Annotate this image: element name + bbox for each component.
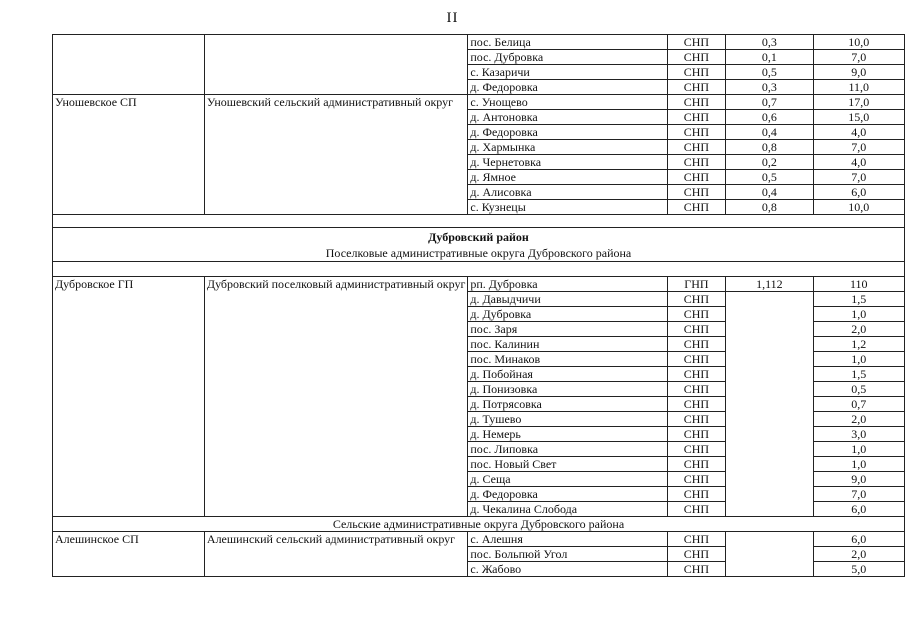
col4-cell [726, 457, 813, 472]
municipality-cell [53, 50, 205, 65]
okrug-cell [204, 140, 467, 155]
okrug-cell: Дубровский поселковый административный округ [204, 277, 467, 292]
locality-cell: с. Кузнецы [468, 200, 667, 215]
locality-cell: д. Немерь [468, 427, 667, 442]
col5-cell: 5,0 [813, 562, 905, 577]
type-cell: СНП [667, 412, 726, 427]
col4-cell: 0,2 [726, 155, 813, 170]
locality-cell: д. Чекалина Слобода [468, 502, 667, 517]
locality-cell: пос. Заря [468, 322, 667, 337]
locality-cell: пос. Липовка [468, 442, 667, 457]
okrug-cell [204, 562, 467, 577]
col4-cell [726, 307, 813, 322]
type-cell: СНП [667, 532, 726, 547]
type-cell: СНП [667, 185, 726, 200]
settlement-okrug-subheading-row [53, 246, 905, 262]
municipality-cell [53, 352, 205, 367]
col5-cell: 1,0 [813, 442, 905, 457]
okrug-cell [204, 125, 467, 140]
col5-cell: 0,5 [813, 382, 905, 397]
table-row [53, 50, 905, 65]
locality-cell: пос. Калинин [468, 337, 667, 352]
col4-cell [726, 487, 813, 502]
table-row [53, 487, 905, 502]
type-cell: СНП [667, 397, 726, 412]
type-cell: СНП [667, 50, 726, 65]
okrug-cell [204, 352, 467, 367]
col5-cell: 9,0 [813, 472, 905, 487]
locality-cell: с. Унощево [468, 95, 667, 110]
okrug-cell [204, 487, 467, 502]
municipality-cell [53, 200, 205, 215]
type-cell: СНП [667, 80, 726, 95]
col4-cell [726, 442, 813, 457]
locality-cell: д. Чернетовка [468, 155, 667, 170]
table-row [53, 125, 905, 140]
municipality-cell: Уношевское СП [53, 95, 205, 110]
type-cell: СНП [667, 442, 726, 457]
type-cell: СНП [667, 95, 726, 110]
locality-cell: д. Давыдчичи [468, 292, 667, 307]
okrug-cell [204, 185, 467, 200]
table-row [53, 185, 905, 200]
municipality-cell [53, 307, 205, 322]
col5-cell: 10,0 [813, 35, 905, 50]
type-cell: СНП [667, 427, 726, 442]
col4-cell: 1,112 [726, 277, 813, 292]
okrug-cell [204, 397, 467, 412]
locality-cell: д. Ямное [468, 170, 667, 185]
district-heading-row [53, 228, 905, 247]
table-row [53, 337, 905, 352]
okrug-cell [204, 502, 467, 517]
col5-cell: 6,0 [813, 185, 905, 200]
locality-cell: с. Жабово [468, 562, 667, 577]
table-row [53, 457, 905, 472]
col4-cell: 0,5 [726, 65, 813, 80]
col4-cell [726, 427, 813, 442]
col5-cell: 6,0 [813, 502, 905, 517]
col5-cell: 7,0 [813, 487, 905, 502]
locality-cell: д. Тушево [468, 412, 667, 427]
municipality-cell [53, 547, 205, 562]
type-cell: СНП [667, 65, 726, 80]
municipality-cell [53, 140, 205, 155]
okrug-cell [204, 382, 467, 397]
col4-cell [726, 412, 813, 427]
type-cell: СНП [667, 35, 726, 50]
okrug-cell [204, 322, 467, 337]
municipality-cell [53, 80, 205, 95]
table-row [53, 110, 905, 125]
col5-cell: 15,0 [813, 110, 905, 125]
table-row [53, 397, 905, 412]
locality-cell: д. Побойная [468, 367, 667, 382]
rural-okrug-subtitle: Сельские административные округа Дубровского района [53, 517, 905, 532]
col5-cell: 1,0 [813, 457, 905, 472]
type-cell: СНП [667, 170, 726, 185]
type-cell: СНП [667, 140, 726, 155]
locality-cell: д. Антоновка [468, 110, 667, 125]
type-cell: СНП [667, 547, 726, 562]
col5-cell: 7,0 [813, 140, 905, 155]
type-cell: СНП [667, 307, 726, 322]
col4-cell [726, 547, 813, 562]
col5-cell: 1,0 [813, 307, 905, 322]
municipality-cell [53, 397, 205, 412]
table-row [53, 532, 905, 547]
table-row [53, 502, 905, 517]
municipality-cell [53, 562, 205, 577]
table-row [53, 562, 905, 577]
municipality-cell [53, 502, 205, 517]
table-row [53, 412, 905, 427]
okrug-cell [204, 65, 467, 80]
col4-cell [726, 502, 813, 517]
okrug-cell [204, 367, 467, 382]
okrug-cell [204, 170, 467, 185]
okrug-cell [204, 292, 467, 307]
okrug-cell [204, 110, 467, 125]
col5-cell: 1,5 [813, 292, 905, 307]
type-cell: СНП [667, 322, 726, 337]
district-title: Дубровский район [53, 228, 905, 247]
col5-cell: 6,0 [813, 532, 905, 547]
col5-cell: 10,0 [813, 200, 905, 215]
col5-cell: 1,0 [813, 352, 905, 367]
locality-cell: д. Дубровка [468, 307, 667, 322]
locality-cell: пос. Белица [468, 35, 667, 50]
blank-row [53, 262, 905, 277]
col4-cell: 0,1 [726, 50, 813, 65]
type-cell: СНП [667, 200, 726, 215]
col5-cell: 17,0 [813, 95, 905, 110]
okrug-cell [204, 337, 467, 352]
okrug-cell [204, 457, 467, 472]
col5-cell: 110 [813, 277, 905, 292]
table-row [53, 442, 905, 457]
col5-cell: 4,0 [813, 155, 905, 170]
col4-cell [726, 322, 813, 337]
municipality-cell [53, 125, 205, 140]
okrug-cell [204, 472, 467, 487]
locality-cell: д. Сеща [468, 472, 667, 487]
col4-cell [726, 292, 813, 307]
municipality-cell [53, 457, 205, 472]
col4-cell: 0,4 [726, 185, 813, 200]
okrug-cell [204, 427, 467, 442]
type-cell: СНП [667, 487, 726, 502]
locality-cell: д. Потрясовка [468, 397, 667, 412]
okrug-cell [204, 412, 467, 427]
okrug-cell [204, 307, 467, 322]
municipality-cell [53, 110, 205, 125]
table-row [53, 170, 905, 185]
table-row [53, 80, 905, 95]
table-row [53, 382, 905, 397]
col5-cell: 0,7 [813, 397, 905, 412]
table-row [53, 352, 905, 367]
col4-cell [726, 337, 813, 352]
type-cell: СНП [667, 562, 726, 577]
table-row [53, 427, 905, 442]
settlements-table-body [53, 35, 905, 577]
col5-cell: 1,5 [813, 367, 905, 382]
type-cell: СНП [667, 125, 726, 140]
municipality-cell: Алешинское СП [53, 532, 205, 547]
table-row [53, 547, 905, 562]
municipality-cell: Дубровское ГП [53, 277, 205, 292]
municipality-cell [53, 487, 205, 502]
col4-cell [726, 367, 813, 382]
okrug-cell [204, 50, 467, 65]
type-cell: СНП [667, 367, 726, 382]
okrug-cell [204, 155, 467, 170]
locality-cell: д. Хармынка [468, 140, 667, 155]
col5-cell: 7,0 [813, 170, 905, 185]
col5-cell: 7,0 [813, 50, 905, 65]
okrug-cell [204, 547, 467, 562]
type-cell: СНП [667, 352, 726, 367]
okrug-cell [204, 442, 467, 457]
municipality-cell [53, 367, 205, 382]
locality-cell: д. Федоровка [468, 487, 667, 502]
table-row [53, 65, 905, 80]
col4-cell: 0,3 [726, 80, 813, 95]
page-number: II [446, 10, 459, 26]
type-cell: СНП [667, 292, 726, 307]
col5-cell: 1,2 [813, 337, 905, 352]
municipality-cell [53, 382, 205, 397]
table-row [53, 200, 905, 215]
type-cell: СНП [667, 155, 726, 170]
municipality-cell [53, 35, 205, 50]
type-cell: СНП [667, 110, 726, 125]
locality-cell: пос. Новый Свет [468, 457, 667, 472]
type-cell: ГНП [667, 277, 726, 292]
col4-cell [726, 532, 813, 547]
table-row [53, 472, 905, 487]
col4-cell: 0,5 [726, 170, 813, 185]
col4-cell [726, 472, 813, 487]
municipality-cell [53, 442, 205, 457]
col4-cell: 0,8 [726, 140, 813, 155]
settlements-table [52, 34, 905, 577]
col5-cell: 9,0 [813, 65, 905, 80]
locality-cell: с. Казаричи [468, 65, 667, 80]
settlement-okrug-subtitle: Поселковые административные округа Дубровского района [53, 246, 905, 262]
okrug-cell [204, 80, 467, 95]
type-cell: СНП [667, 382, 726, 397]
municipality-cell [53, 472, 205, 487]
col4-cell [726, 397, 813, 412]
table-row [53, 277, 905, 292]
municipality-cell [53, 292, 205, 307]
blank-row [53, 215, 905, 228]
okrug-cell: Уношевский сельский административный округ [204, 95, 467, 110]
col5-cell: 2,0 [813, 547, 905, 562]
table-row [53, 140, 905, 155]
table-row [53, 307, 905, 322]
col4-cell: 0,4 [726, 125, 813, 140]
locality-cell: с. Алешня [468, 532, 667, 547]
col4-cell [726, 382, 813, 397]
municipality-cell [53, 412, 205, 427]
locality-cell: д. Понизовка [468, 382, 667, 397]
locality-cell: пос. Больпюй Угол [468, 547, 667, 562]
locality-cell: рп. Дубровка [468, 277, 667, 292]
locality-cell: д. Федоровка [468, 125, 667, 140]
type-cell: СНП [667, 457, 726, 472]
locality-cell: пос. Минаков [468, 352, 667, 367]
locality-cell: пос. Дубровка [468, 50, 667, 65]
locality-cell: д. Федоровка [468, 80, 667, 95]
col5-cell: 3,0 [813, 427, 905, 442]
type-cell: СНП [667, 502, 726, 517]
municipality-cell [53, 170, 205, 185]
okrug-cell [204, 200, 467, 215]
table-row [53, 322, 905, 337]
table-row [53, 95, 905, 110]
locality-cell: д. Алисовка [468, 185, 667, 200]
municipality-cell [53, 337, 205, 352]
col4-cell: 0,8 [726, 200, 813, 215]
table-row [53, 292, 905, 307]
municipality-cell [53, 185, 205, 200]
municipality-cell [53, 65, 205, 80]
col5-cell: 11,0 [813, 80, 905, 95]
rural-okrug-subheading-row [53, 517, 905, 532]
col5-cell: 2,0 [813, 322, 905, 337]
table-row [53, 367, 905, 382]
okrug-cell: Алешинский сельский административный округ [204, 532, 467, 547]
municipality-cell [53, 322, 205, 337]
col4-cell [726, 562, 813, 577]
col4-cell: 0,3 [726, 35, 813, 50]
col4-cell [726, 352, 813, 367]
type-cell: СНП [667, 337, 726, 352]
table-row [53, 155, 905, 170]
type-cell: СНП [667, 472, 726, 487]
col4-cell: 0,7 [726, 95, 813, 110]
table-row [53, 35, 905, 50]
col4-cell: 0,6 [726, 110, 813, 125]
okrug-cell [204, 35, 467, 50]
municipality-cell [53, 155, 205, 170]
municipality-cell [53, 427, 205, 442]
col5-cell: 2,0 [813, 412, 905, 427]
col5-cell: 4,0 [813, 125, 905, 140]
